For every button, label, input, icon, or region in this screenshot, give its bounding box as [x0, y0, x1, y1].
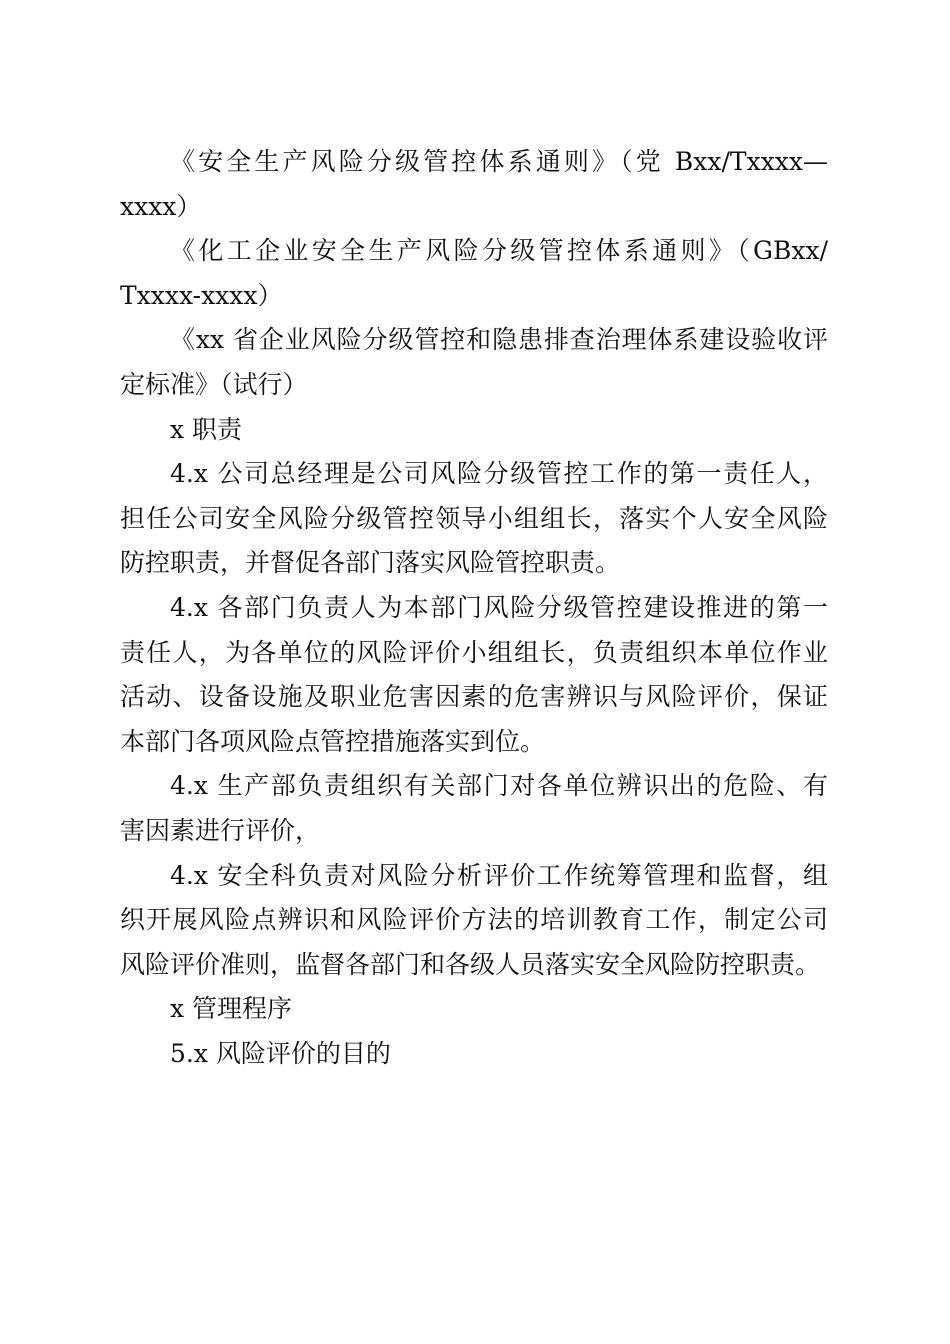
text-line: 织开展风险点辨识和风险评价方法的培训教育工作，制定公司 [120, 905, 828, 935]
text-line: 责任人，为各单位的风险评价小组组长，负责组织本单位作业 [120, 637, 828, 667]
reference-paragraph [120, 229, 828, 318]
text-line: 4.x 公司总经理是公司风险分级管控工作的第一责任人， [170, 459, 828, 489]
text-line: 定标准》（试行） [120, 369, 308, 399]
text-line: 活动、设备设施及职业危害因素的危害辨识与风险评价，保证 [120, 682, 828, 712]
reference-paragraph [120, 140, 828, 229]
section-heading: x 管理程序 [170, 994, 293, 1024]
text-line: xxxx） [120, 191, 202, 221]
text-line: 4.x 各部门负责人为本部门风险分级管控建设推进的第一 [170, 592, 828, 622]
text-line: 4.x 生产部负责组织有关部门对各单位辨识出的危险、有 [170, 771, 828, 801]
text-line: 害因素进行评价， [120, 815, 321, 845]
text-line: 4.x 安全科负责对风险分析评价工作统筹管理和监督，组 [170, 860, 828, 890]
body-paragraph [120, 854, 828, 988]
text-line: 《安全生产风险分级管控体系通则》（党 Bxx/Txxxx— [170, 147, 828, 176]
text-line: Txxxx-xxxx） [120, 280, 283, 310]
text-line: 防控职责，并督促各部门落实风险管控职责。 [120, 548, 621, 578]
document-page [120, 140, 828, 1076]
text-line: 《化工企业安全生产风险分级管控体系通则》（GBxx/ [170, 236, 828, 266]
body-paragraph [120, 586, 828, 764]
subsection-heading: 5.x 风险评价的目的 [170, 1038, 391, 1068]
reference-paragraph [120, 318, 828, 407]
text-line: 《xx 省企业风险分级管控和隐患排查治理体系建设验收评 [170, 325, 828, 355]
body-paragraph [120, 764, 828, 853]
text-line: 本部门各项风险点管控措施落实到位。 [120, 726, 546, 756]
text-line: 风险评价准则，监督各部门和各级人员落实安全风险防控职责。 [120, 949, 821, 979]
text-line: 担任公司安全风险分级管控领导小组组长，落实个人安全风险 [120, 503, 828, 533]
section-heading: x 职责 [170, 414, 243, 444]
body-paragraph [120, 452, 828, 586]
